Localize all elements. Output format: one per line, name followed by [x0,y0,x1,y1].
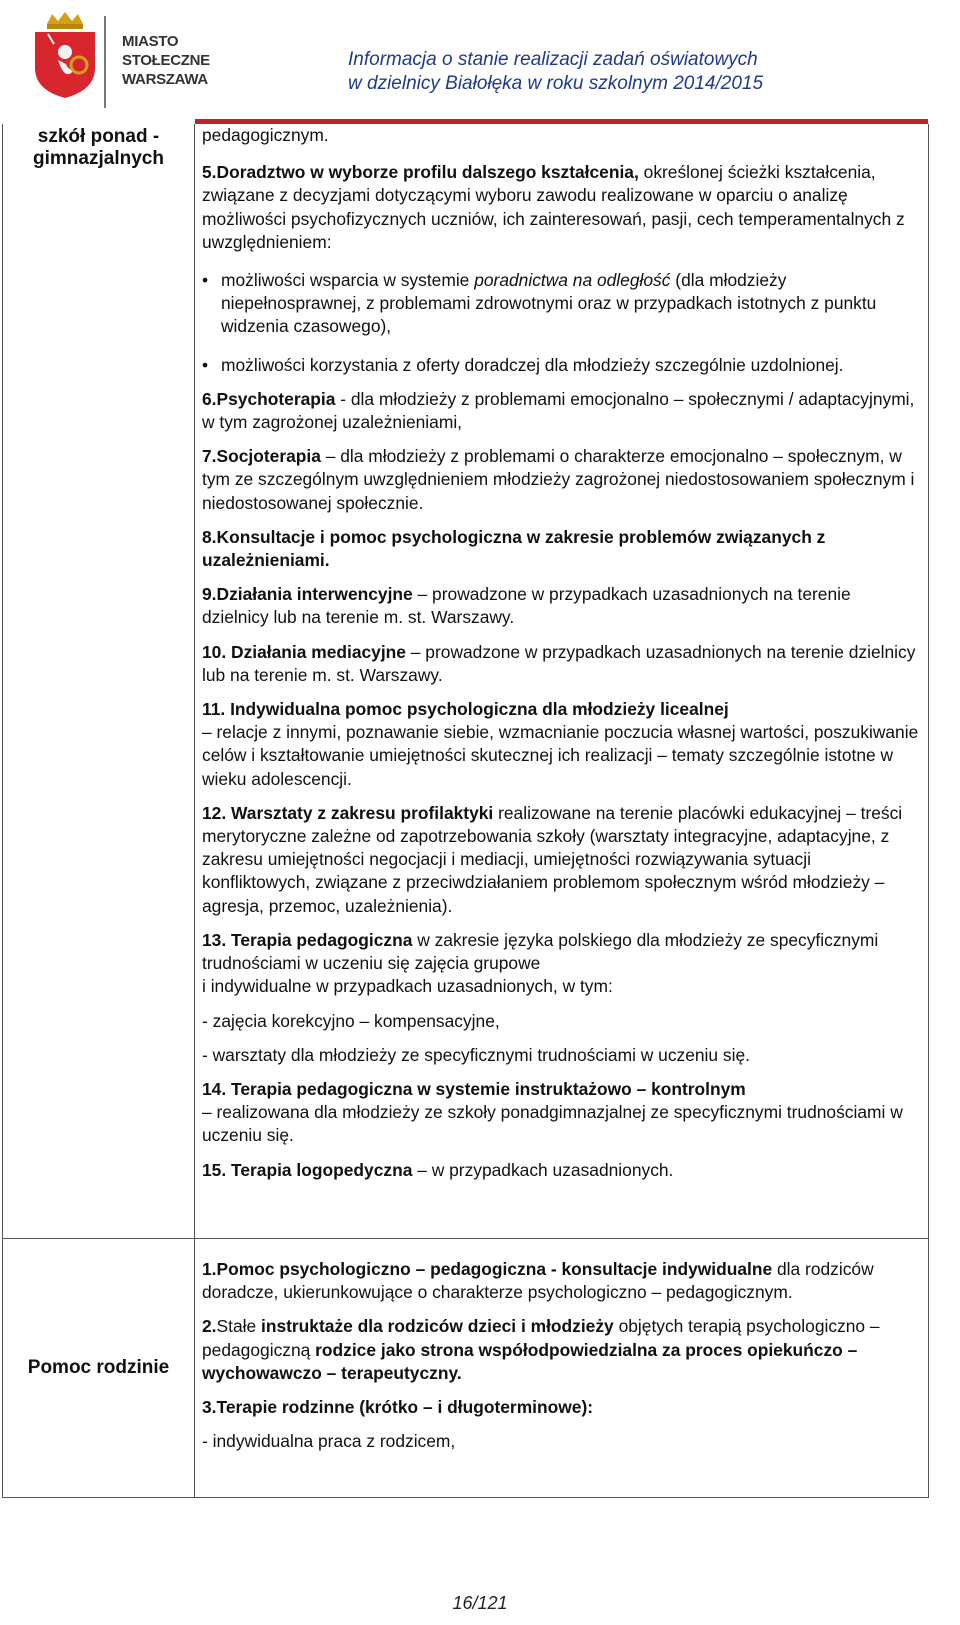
paragraph: pedagogicznym. [202,125,329,145]
list-item: 2.Stałe instruktaże dla rodziców dzieci i młodzieży objętych terapią psychologiczno – pedagogiczną rodzice jako strona współodpowiedzialna za proces opiekuńczo – wychowawczo – terapeutyczny. [202,1316,880,1383]
dash-item: - zajęcia korekcyjno – kompensacyjne, [202,1010,500,1031]
list-item: 11. Indywidualna pomoc psychologiczna dla młodzieży licealnej – relacje z innymi, poznawanie siebie, wzmacnianie poczucia własnej wartości, poszukiwanie celów i kształtowanie umiejętności skutecznej ich realizacji – tematy szczególnie istotne w wieku adolescencji. [202,699,919,789]
list-item: 13. Terapia pedagogiczna w zakresie języka polskiego dla młodzieży ze specyficznymi trudnościami w uczeniu się zajęcia grupowe i indywidualne w przypadkach uzasadnionych, w tym: [202,929,879,997]
list-item: 1.Pomoc psychologiczno – pedagogiczna - konsultacje indywidualne dla rodziców doradcze, ukierunkowujące o charakterze psychologiczno – pedagogicznym. [202,1259,874,1303]
list-item: 14. Terapia pedagogiczna w systemie instruktażowo – kontrolnym – realizowana dla młodzieży ze szkoły ponadgimnazjalnej ze specyficznymi trudnościami w uczeniu się. [202,1078,903,1146]
list-item: 8.Konsultacje i pomoc psychologiczna w zakresie problemów związanych z uzależnieniami. [202,526,826,571]
city-name: MIASTO STOŁECZNE WARSZAWA [122,33,210,88]
dash-item: - indywidualna praca z rodzicem, [202,1431,456,1452]
list-item: 5.Doradztwo w wyborze profilu dalszego kształcenia, określonej ścieżki kształcenia, związane z decyzjami dotyczącymi wyboru zawodu realizowane w oparciu o analizę możliwości psychofizycznych uczniów, ich zainteresowań, pasji, cech temperamentalnych z uwzględnieniem: [202,162,905,252]
header-divider [104,16,106,108]
list-item: 10. Działania mediacyjne – prowadzone w przypadkach uzasadnionych na terenie dzielnicy lub na terenie m. st. Warszawy. [202,641,916,685]
warsaw-coat-of-arms-icon [30,10,100,100]
content-table [2,124,929,1498]
bullet-item: • możliwości wsparcia w systemie poradnictwa na odległość (dla młodzieży niepełnosprawnej, z problemami zdrowotnymi oraz w przypadkach istotnych z punktu widzenia czasowego), [202,269,920,339]
dash-item: - warsztaty dla młodzieży ze specyficznymi trudnościami w uczeniu się. [202,1044,750,1065]
row-label: szkół ponad - gimnazjalnych [3,124,195,1238]
table-row-family [3,1239,929,1498]
list-item: 6.Psychoterapia - dla młodzieży z problemami emocjonalno – społecznymi / adaptacyjnymi, w tym zagrożonej uzależnieniami, [202,388,915,433]
row-content [195,124,929,1238]
row-content [195,1239,929,1497]
list-item: 12. Warsztaty z zakresu profilaktyki realizowane na terenie placówki edukacyjnej – treści merytoryczne zależne od zapotrzebowania szkoły (warsztaty integracyjne, adaptacyjne, z zakresu umiejętności negocjacji i mediacji, umiejętności rozwiązywania sytuacji konfliktowych, związane z przeciwdziałaniem problemom społecznym wśród młodzieży – agresja, przemoc, uzależnienia). [202,802,903,916]
list-item: 15. Terapia logopedyczna – w przypadkach uzasadnionych. [202,1159,674,1180]
list-item: 3.Terapie rodzinne (krótko – i długoterminowe): [202,1397,594,1418]
page-number: 16/121 [452,1593,508,1613]
bullet-item: • możliwości korzystania z oferty doradczej dla młodzieży szczególnie uzdolnionej. [202,354,920,377]
list-item: 7.Socjoterapia – dla młodzieży z problemami o charakterze emocjonalno – społecznym, w tym ze szczególnym uwzględnieniem młodzieży zagrożonej niedostosowaniem społecznym i niedostosowanej społecznie. [202,446,915,513]
list-item: 9.Działania interwencyjne – prowadzone w przypadkach uzasadnionych na terenie dzielnicy lub na terenie m. st. Warszawy. [202,584,851,628]
document-header-title: Informacja o stanie realizacji zadań oświatowych w dzielnicy Białołęka w roku szkolnym 2014/2015 [348,49,764,94]
row-label: Pomoc rodzinie [3,1239,195,1497]
table-row-school [3,124,929,1239]
